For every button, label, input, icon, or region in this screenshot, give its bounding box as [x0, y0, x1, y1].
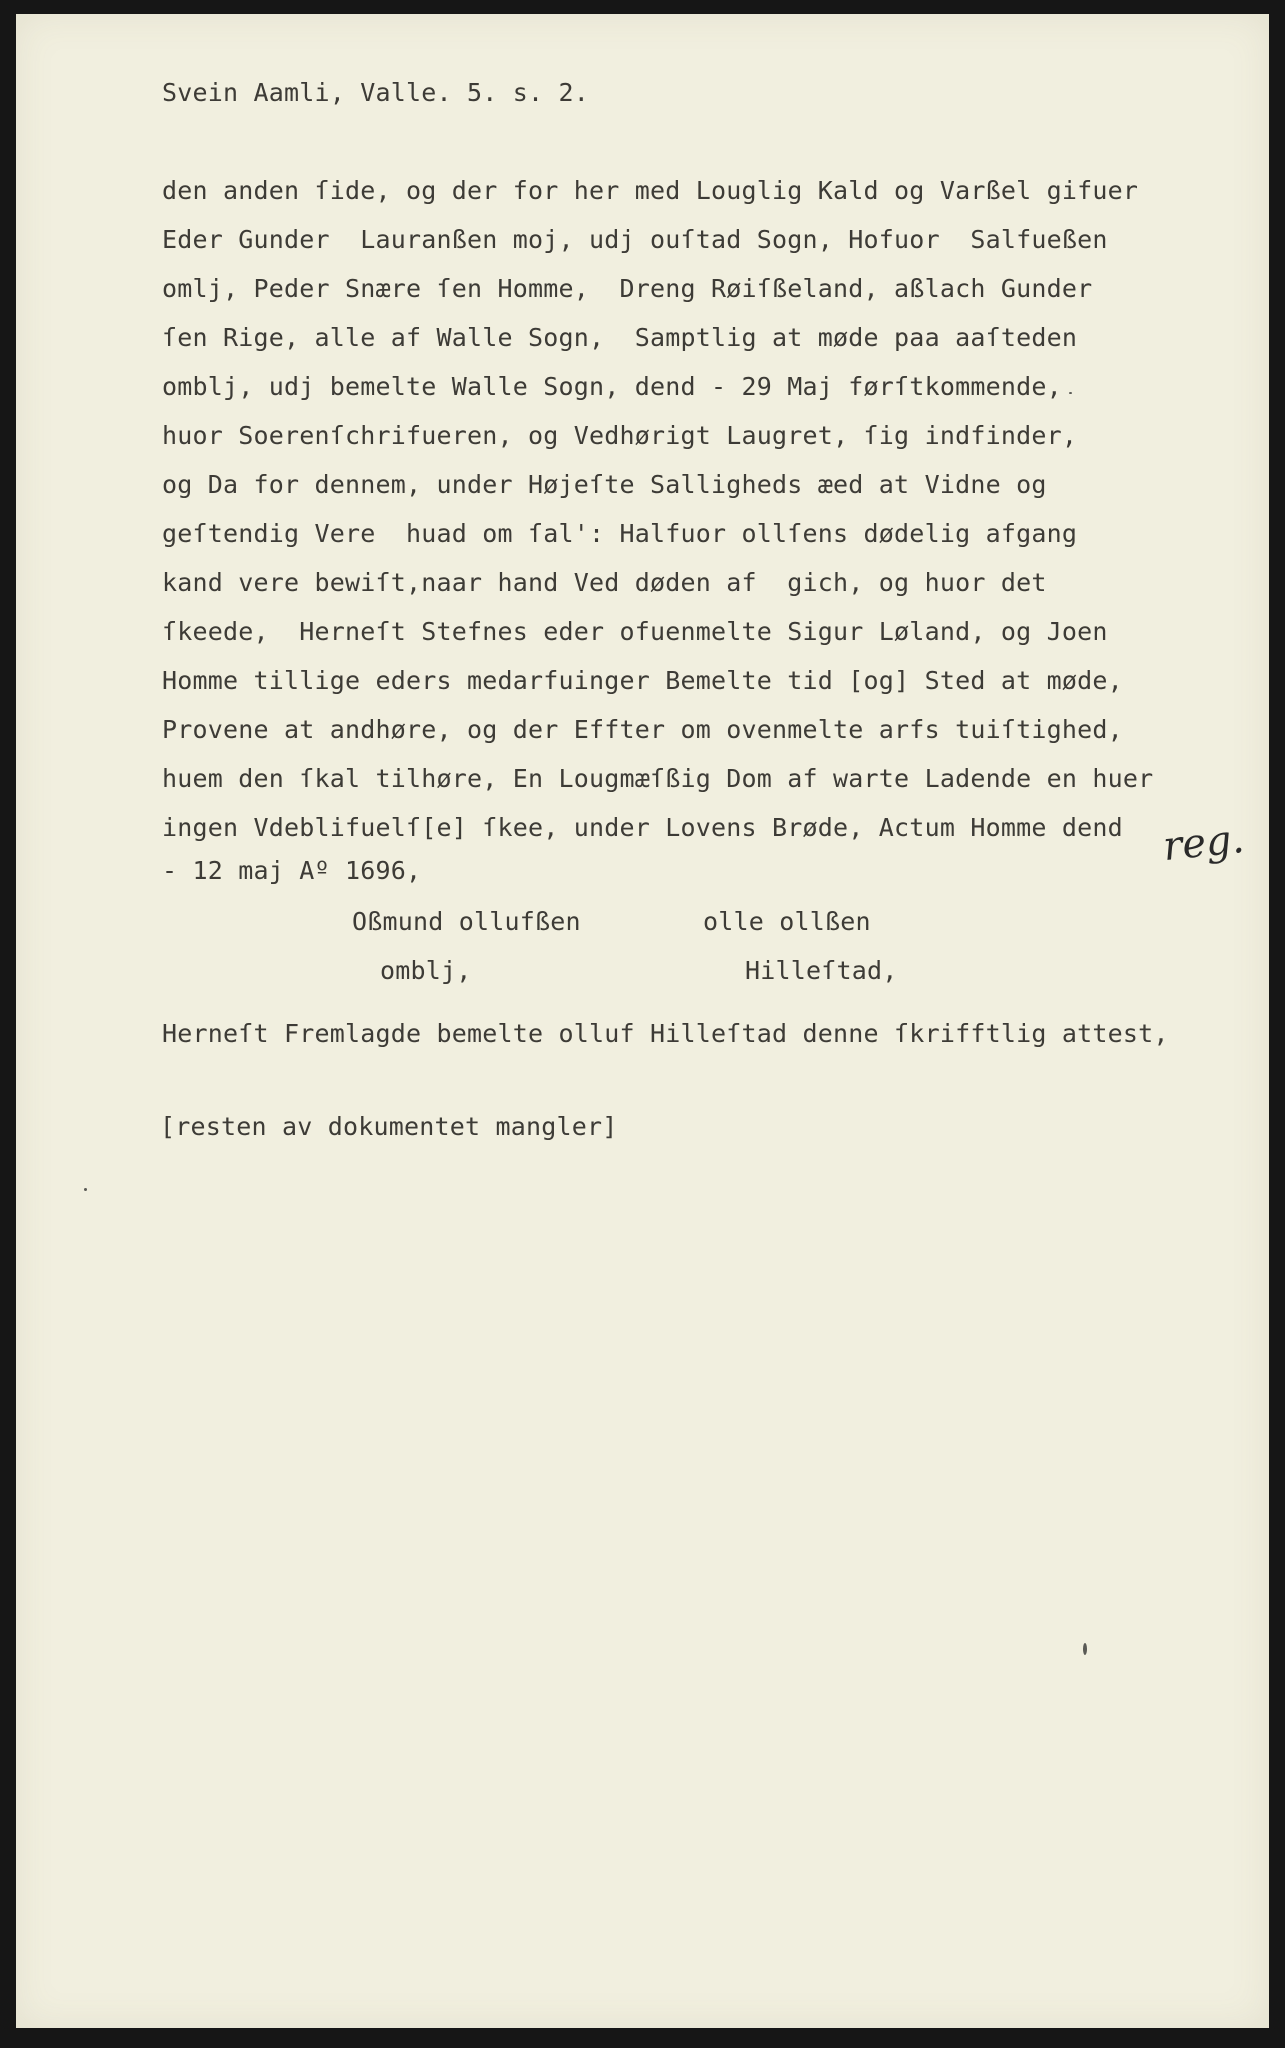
body-line-1: den anden ſide, og der for her med Louglig Kald og Varßel gifuer: [162, 176, 1139, 205]
body-line-14: ingen Vdeblifuelſ[e] ſkee, under Lovens Brøde, Actum Homme dend: [162, 813, 1123, 842]
ink-speck: [84, 1188, 87, 1191]
editor-note: [resten av dokumentet mangler]: [160, 1112, 618, 1141]
document-header: Svein Aamli, Valle. 5. s. 2.: [162, 78, 590, 107]
body-line-13: huem den ſkal tilhøre, En Lougmæſßig Dom af warte Ladende en huer: [162, 764, 1154, 793]
body-line-4: ſen Rige, alle af Walle Sogn, Samptlig at møde paa aaſteden: [162, 323, 1078, 352]
body-line-6: huor Soerenſchrifueren, og Vedhørigt Laugret, ſig indfinder,: [162, 421, 1078, 450]
ink-speck: [1083, 1643, 1087, 1655]
margin-annotation: reg.: [1160, 815, 1247, 871]
body-line-3: omlj, Peder Snære ſen Homme, Dreng Røiſßeland, aßlach Gunder: [162, 274, 1093, 303]
signature-2-place: Hilleſtad,: [745, 956, 898, 985]
ink-speck: [1069, 392, 1072, 394]
signature-1-name: Oßmund ollufßen: [352, 907, 581, 936]
body-line-9: kand vere bewiſt,naar hand Ved døden af gich, og huor det: [162, 568, 1047, 597]
body-line-15: - 12 maj Aº 1696,: [162, 856, 422, 885]
body-line-10: ſkeede, Herneſt Stefnes eder ofuenmelte Sigur Løland, og Joen: [162, 617, 1108, 646]
body-line-7: og Da for dennem, under Højeſte Salligheds æed at Vidne og: [162, 470, 1047, 499]
body-line-12: Provene at andhøre, og der Effter om ovenmelte arfs tuiſtighed,: [162, 715, 1123, 744]
body-line-8: geſtendig Vere huad om ſal': Halfuor ollſens dødelig afgang: [162, 519, 1078, 548]
signature-1-place: omblj,: [380, 956, 472, 985]
body-line-2: Eder Gunder Lauranßen moj, udj ouſtad Sogn, Hofuor Salfueßen: [162, 225, 1108, 254]
body-line-5: omblj, udj bemelte Walle Sogn, dend - 29 Maj førſtkommende,: [162, 372, 1062, 401]
closing-line: Herneſt Fremlagde bemelte olluf Hilleſtad denne ſkrifftlig attest,: [162, 1019, 1169, 1048]
signature-2-name: olle ollßen: [703, 907, 871, 936]
body-line-11: Homme tillige eders medarfuinger Bemelte tid [og] Sted at møde,: [162, 666, 1123, 695]
